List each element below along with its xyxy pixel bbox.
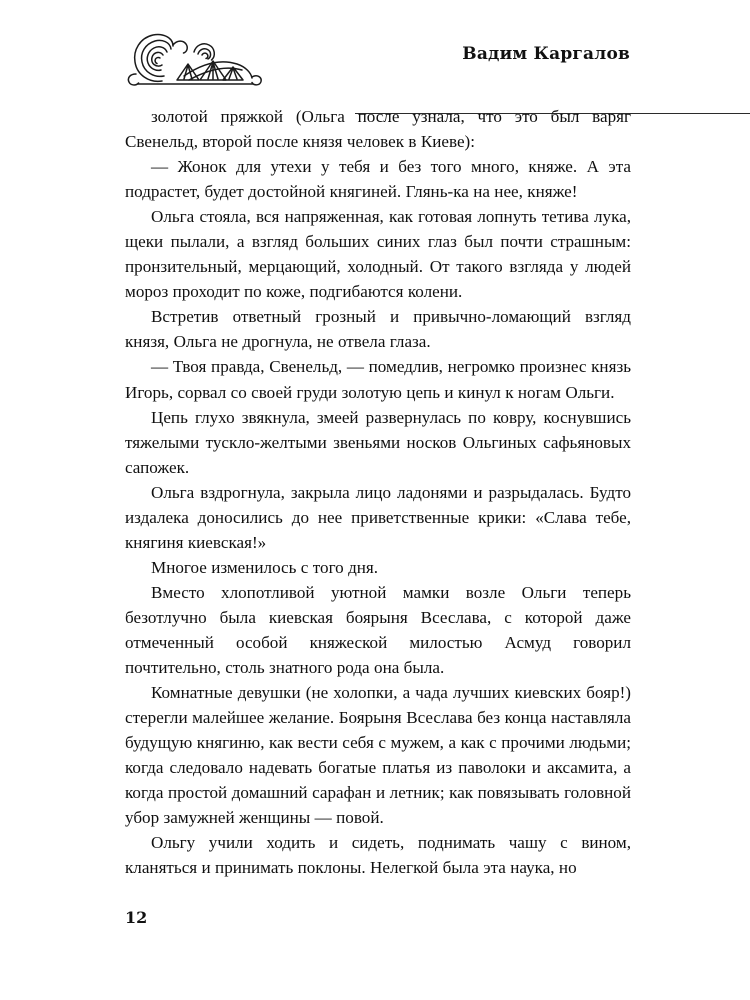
paragraph: Ольгу учили ходить и сидеть, поднимать чашу с вином, кланяться и принимать поклоны. Нелегкой была эта наука, но xyxy=(125,833,631,878)
paragraph: Цепь глухо звякнула, змеей развернулась по ковру, коснувшись тяжелыми тускло-желтыми звеньями носков Ольгиных сафьяновых сапожек. xyxy=(125,407,631,477)
paragraph: — Твоя правда, Свенельд, — помедлив, негромко произнес князь Игорь, сорвал со своей груди золотую цепь и кинул к ногам Ольги. xyxy=(125,357,631,402)
running-head xyxy=(125,30,630,88)
paragraph: Ольга вздрогнула, закрыла лицо ладонями и разрыдалась. Будто издалека доносились до нее приветственные крики: «Слава тебе, княгиня киевская!» xyxy=(125,482,631,552)
page-number: 12 xyxy=(125,908,148,927)
paragraph: — Жонок для утехи у тебя и без того много, княже. А эта подрастет, будет достойной княгиней. Глянь-ка на нее, княже! xyxy=(125,157,631,202)
author-name: Вадим Каргалов xyxy=(462,44,630,64)
paragraph: Встретив ответный грозный и привычно-ломающий взгляд князя, Ольга не дрогнула, не отвела глаза. xyxy=(125,307,631,352)
paragraph: Вместо хлопотливой уютной мамки возле Ольги теперь безотлучно была киевская боярыня Всеслава, с которой даже отмеченный особой княжеской милостью Асмуд говорил почтительно, столь знатного рода она была. xyxy=(125,582,631,678)
paragraph: Многое изменилось с того дня. xyxy=(151,557,379,577)
paragraph: Ольга стояла, вся напряженная, как готовая лопнуть тетива лука, щеки пылали, а взгляд больших синих глаз был почти страшным: пронзительный, мерцающий, холодный. От такого взгляда у людей мороз проходит по коже, подгибаются колени. xyxy=(125,207,631,302)
paragraph: золотой пряжкой (Ольга после узнала, что это был варяг Свенельд, второй после князя человек в Киеве): xyxy=(125,107,631,152)
body-text xyxy=(125,104,631,880)
scroll-volute-ornament-icon xyxy=(125,32,265,88)
paragraph: Комнатные девушки (не холопки, а чада лучших киевских бояр!) стерегли малейшее желание. Боярыня Всеслава без конца наставляла будущую княгиню, как вести себя с мужем, а как с прочими людьми; когда следовало надевать богатые платья из паволоки и аксамита, а когда простой домашний сарафан и летник; как повязывать головной убор замужней женщины — повой. xyxy=(125,683,631,828)
